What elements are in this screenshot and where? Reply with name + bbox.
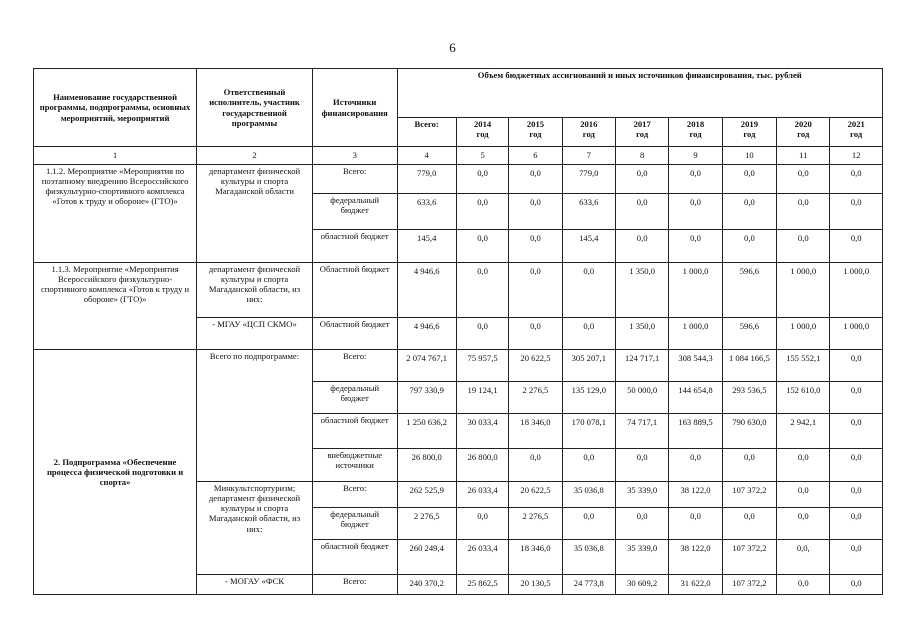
header-year [509,118,562,147]
page-number: 6 [449,40,456,55]
year-number: 2015 [526,119,545,129]
year-unit: год [743,129,756,140]
amount-cell: 0,0 [562,263,615,318]
year-number: 2019 [740,119,758,129]
year-number: 2017 [633,119,651,129]
column-number: 1 [34,147,197,165]
amount-cell: 0,0 [509,263,562,318]
amount-cell: 20 622,5 [509,482,562,508]
amount-cell: 2 074 767,1 [397,350,456,382]
amount-cell: 1 000,0 [830,263,883,318]
amount-cell: 0,0 [509,194,562,230]
column-number: 12 [830,147,883,165]
amount-cell: 145,4 [397,230,456,263]
amount-cell: 2 276,5 [397,508,456,540]
amount-cell: 152 610,0 [777,382,830,414]
year-unit: год [529,129,542,140]
amount-cell: 26 800,0 [456,449,508,482]
amount-cell: 0,0 [830,194,883,230]
column-number: 4 [397,147,456,165]
year-unit: год [850,129,863,140]
amount-cell: 0,0 [562,508,615,540]
responsible-executor: Минкультспортуризм; департамент физической культуры и спорта Магаданской области, из них: [197,482,313,575]
amount-cell: 135 129,0 [562,382,615,414]
amount-cell: 2 942,1 [777,414,830,449]
amount-cell: 0,0 [456,263,508,318]
amount-cell: 0,0 [830,449,883,482]
amount-cell: 124 717,1 [615,350,668,382]
amount-cell: 633,6 [397,194,456,230]
table-row [34,350,883,382]
year-number: 2014 [473,119,492,129]
funding-source: областной бюджет [312,540,397,575]
column-number: 11 [777,147,830,165]
funding-source: Всего: [312,350,397,382]
amount-cell: 170 078,1 [562,414,615,449]
header-sources: Источники финансирования [312,69,397,147]
amount-cell: 74 717,1 [615,414,668,449]
funding-source: Областной бюджет [312,263,397,318]
amount-cell: 38 122,0 [669,482,722,508]
amount-cell: 797 330,9 [397,382,456,414]
amount-cell: 18 346,0 [509,540,562,575]
amount-cell: 4 946,6 [397,263,456,318]
budget-table [33,68,883,595]
amount-cell: 0,0 [456,194,508,230]
amount-cell: 0,0 [777,230,830,263]
amount-cell: 0,0 [669,165,722,194]
amount-cell: 38 122,0 [669,540,722,575]
header-program: Наименование государственной программы, подпрограммы, основных мероприятий, мероприятий [34,69,197,147]
program-name: 1.1.2. Мероприятие «Мероприятия по поэтапному внедрению Всероссийского физкультурно-спортивного комплекса «Готов к труду и обороне» (ГТО)» [34,165,197,263]
year-number: 2020 [794,119,812,129]
amount-cell: 790 630,0 [722,414,776,449]
amount-cell: 25 862,5 [456,575,508,595]
amount-cell: 24 773,8 [562,575,615,595]
funding-source: внебюджетные источники [312,449,397,482]
funding-source: Всего: [312,165,397,194]
header-volume: Объем бюджетных ассигнований и иных источников финансирования, тыс. рублей [397,69,883,118]
amount-cell: 0,0 [830,508,883,540]
amount-cell: 0,0 [615,449,668,482]
column-number: 2 [197,147,313,165]
amount-cell: 0,0 [830,540,883,575]
responsible-executor: - МОГАУ «ФСК [197,575,313,595]
amount-cell: 0,0 [830,575,883,595]
header-year [562,118,615,147]
header-year [722,118,776,147]
amount-cell: 155 552,1 [777,350,830,382]
amount-cell: 26 800,0 [397,449,456,482]
amount-cell: 2 276,5 [509,382,562,414]
funding-source: областной бюджет [312,414,397,449]
column-number: 5 [456,147,508,165]
year-unit: год [689,129,702,140]
amount-cell: 596,6 [722,263,776,318]
amount-cell: 633,6 [562,194,615,230]
amount-cell: 35 036,8 [562,540,615,575]
amount-cell: 1 350,0 [615,318,668,350]
header-year [777,118,830,147]
amount-cell: 596,6 [722,318,776,350]
funding-source: Всего: [312,482,397,508]
table-row [34,165,883,194]
amount-cell: 1 000,0 [830,318,883,350]
amount-cell: 4 946,6 [397,318,456,350]
amount-cell: 107 372,2 [722,540,776,575]
amount-cell: 779,0 [562,165,615,194]
column-number: 6 [509,147,562,165]
amount-cell: 293 536,5 [722,382,776,414]
amount-cell: 0,0 [615,230,668,263]
year-number: 2018 [686,119,705,129]
amount-cell: 19 124,1 [456,382,508,414]
amount-cell: 0,0 [615,508,668,540]
amount-cell: 0,0 [615,194,668,230]
amount-cell: 0,0 [615,165,668,194]
amount-cell: 1 350,0 [615,263,668,318]
funding-source: федеральный бюджет [312,194,397,230]
amount-cell: 0,0 [722,508,776,540]
amount-cell: 0,0 [669,449,722,482]
funding-source: федеральный бюджет [312,382,397,414]
amount-cell: 145,4 [562,230,615,263]
year-unit: год [636,129,649,140]
amount-cell: 35 339,0 [615,540,668,575]
amount-cell: 144 654,8 [669,382,722,414]
amount-cell: 0,0 [830,350,883,382]
funding-source: федеральный бюджет [312,508,397,540]
amount-cell: 0,0 [669,230,722,263]
amount-cell: 0,0, [777,540,830,575]
amount-cell: 30 033,4 [456,414,508,449]
amount-cell: 0,0 [830,165,883,194]
header-year [830,118,883,147]
amount-cell: 0,0 [777,575,830,595]
amount-cell: 779,0 [397,165,456,194]
amount-cell: 0,0 [456,230,508,263]
year-unit: год [797,129,810,140]
header-year [456,118,508,147]
funding-source: Областной бюджет [312,318,397,350]
amount-cell: 1 000,0 [669,318,722,350]
amount-cell: 0,0 [509,165,562,194]
header-year [615,118,668,147]
responsible-executor: департамент физической культуры и спорта Магаданской области, из них: [197,263,313,318]
amount-cell: 0,0 [509,318,562,350]
amount-cell: 0,0 [456,508,508,540]
amount-cell: 0,0 [509,230,562,263]
funding-source: областной бюджет [312,230,397,263]
responsible-executor: департамент физической культуры и спорта Магаданской области [197,165,313,263]
amount-cell: 260 249,4 [397,540,456,575]
column-number: 10 [722,147,776,165]
amount-cell: 1 000,0 [777,263,830,318]
amount-cell: 0,0 [777,508,830,540]
amount-cell: 240 370,2 [397,575,456,595]
amount-cell: 0,0 [722,449,776,482]
amount-cell: 18 346,0 [509,414,562,449]
amount-cell: 35 339,0 [615,482,668,508]
amount-cell: 0,0 [830,414,883,449]
amount-cell: 0,0 [777,165,830,194]
column-number: 9 [669,147,722,165]
amount-cell: 50 000,0 [615,382,668,414]
funding-source: Всего: [312,575,397,595]
amount-cell: 75 957,5 [456,350,508,382]
column-number: 8 [615,147,668,165]
table-row [34,263,883,318]
program-name: 1.1.3. Мероприятие «Мероприятия Всероссийского физкультурно-спортивного комплекса «Готов к труду и обороне» (ГТО)» [34,263,197,350]
amount-cell: 0,0 [777,482,830,508]
amount-cell: 1 000,0 [777,318,830,350]
year-number: 2016 [580,119,598,129]
amount-cell: 0,0 [777,449,830,482]
amount-cell: 0,0 [830,382,883,414]
amount-cell: 1 250 636,2 [397,414,456,449]
column-number: 7 [562,147,615,165]
header-responsible: Ответственный исполнитель, участник государственной программы [197,69,313,147]
amount-cell: 31 622,0 [669,575,722,595]
amount-cell: 262 525,9 [397,482,456,508]
header-year [669,118,722,147]
amount-cell: 163 889,5 [669,414,722,449]
amount-cell: 1 084 166,5 [722,350,776,382]
amount-cell: 0,0 [722,165,776,194]
amount-cell: 0,0 [456,165,508,194]
year-unit: год [476,129,489,140]
responsible-executor: Всего по подпрограмме: [197,350,313,482]
amount-cell: 0,0 [722,194,776,230]
amount-cell: 30 609,2 [615,575,668,595]
amount-cell: 20 622,5 [509,350,562,382]
amount-cell: 1 000,0 [669,263,722,318]
amount-cell: 0,0 [456,318,508,350]
amount-cell: 0,0 [562,449,615,482]
amount-cell: 0,0 [669,508,722,540]
amount-cell: 20 130,5 [509,575,562,595]
column-number: 3 [312,147,397,165]
amount-cell: 2 276,5 [509,508,562,540]
amount-cell: 26 033,4 [456,540,508,575]
amount-cell: 0,0 [830,230,883,263]
amount-cell: 0,0 [562,318,615,350]
amount-cell: 35 036,8 [562,482,615,508]
amount-cell: 305 207,1 [562,350,615,382]
program-name: 2. Подпрограмма «Обеспечение процесса физической подготовки и спорта» [34,350,197,595]
amount-cell: 107 372,2 [722,575,776,595]
amount-cell: 308 544,3 [669,350,722,382]
amount-cell: 107 372,2 [722,482,776,508]
amount-cell: 0,0 [669,194,722,230]
header-total: Всего: [397,118,456,147]
amount-cell: 0,0 [777,194,830,230]
amount-cell: 0,0 [509,449,562,482]
amount-cell: 26 033,4 [456,482,508,508]
year-unit: год [582,129,595,140]
responsible-executor: - МГАУ «ЦСП СКМО» [197,318,313,350]
amount-cell: 0,0 [830,482,883,508]
year-number: 2021 [847,119,865,129]
amount-cell: 0,0 [722,230,776,263]
